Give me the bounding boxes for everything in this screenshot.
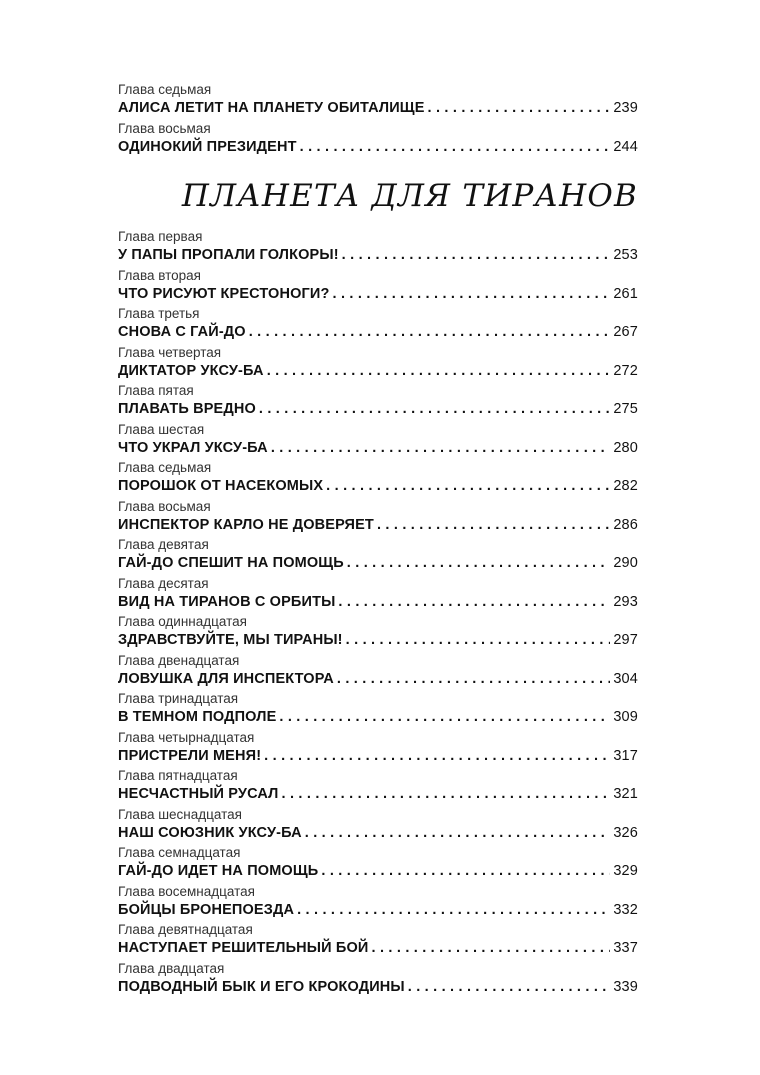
toc-row [118, 554, 638, 574]
chapter-number: Глава первая [118, 229, 203, 244]
chapter-title: СНОВА С ГАЙ-ДО [118, 324, 246, 340]
chapter-number: Глава восьмая [118, 120, 211, 136]
chapter-number: Глава тринадцатая [118, 691, 239, 706]
page-number: 244 [613, 138, 638, 155]
page-number: 280 [613, 439, 638, 456]
dot-leader [281, 785, 610, 805]
chapter-title: ДИКТАТОР УКСУ-БА [118, 362, 264, 379]
toc-row [118, 138, 638, 158]
toc-entry [118, 766, 638, 805]
chapter-title: НЕСЧАСТНЫЙ РУСАЛ [118, 786, 279, 802]
toc-row [118, 785, 638, 805]
chapter-title: АЛИСА ЛЕТИТ НА ПЛАНЕТУ ОБИТАЛИЩЕ [118, 100, 425, 116]
toc-row [118, 747, 638, 767]
dot-leader [305, 824, 611, 844]
page-number: 304 [613, 670, 638, 687]
chapter-title: ПОДВОДНЫЙ БЫК И ЕГО КРОКОДИНЫ [118, 978, 405, 995]
toc-row [118, 516, 638, 536]
toc-row [118, 862, 638, 882]
toc-row [118, 708, 638, 728]
toc-entry [118, 80, 638, 119]
toc-entry [118, 805, 638, 844]
toc-entry [118, 882, 638, 921]
chapter-number: Глава вторая [118, 267, 201, 283]
toc-row [118, 477, 638, 497]
chapter-title: ВИД НА ТИРАНОВ С ОРБИТЫ [118, 593, 336, 610]
dot-leader [321, 862, 610, 882]
toc-entry [118, 227, 638, 266]
dot-leader [342, 246, 611, 266]
chapter-title: У ПАПЫ ПРОПАЛИ ГОЛКОРЫ! [118, 247, 339, 263]
dot-leader [377, 516, 610, 536]
toc-entry [118, 612, 638, 651]
chapter-number: Глава седьмая [118, 460, 212, 475]
toc-entry [118, 119, 638, 158]
toc-row [118, 670, 638, 690]
chapter-number: Глава третья [118, 306, 200, 321]
chapter-number: Глава шестая [118, 421, 205, 437]
toc-entry [118, 420, 638, 459]
dot-leader [249, 323, 611, 343]
toc-section-continued [118, 80, 638, 157]
toc-row [118, 439, 638, 459]
page-number: 275 [613, 401, 638, 417]
page-number: 253 [613, 247, 638, 263]
chapter-number: Глава седьмая [118, 82, 212, 97]
toc-row [118, 939, 638, 959]
page-number: 297 [613, 632, 638, 648]
chapter-title: ПОРОШОК ОТ НАСЕКОМЫХ [118, 478, 324, 494]
toc-entry [118, 266, 638, 305]
chapter-number: Глава одиннадцатая [118, 614, 247, 629]
chapter-title: ГАЙ-ДО ИДЕТ НА ПОМОЩЬ [118, 863, 319, 879]
chapter-title: ЧТО УКРАЛ УКСУ-БА [118, 439, 268, 456]
page-number: 329 [613, 863, 638, 879]
chapter-number: Глава пятая [118, 383, 194, 398]
dot-leader [347, 554, 611, 574]
chapter-number: Глава девятая [118, 537, 209, 552]
dot-leader [259, 400, 610, 420]
toc-entry [118, 728, 638, 767]
dot-leader [333, 285, 611, 305]
part-heading: ПЛАНЕТА ДЛЯ ТИРАНОВ [181, 178, 638, 214]
chapter-number: Глава пятнадцатая [118, 768, 238, 783]
dot-leader [337, 670, 610, 690]
dot-leader [338, 593, 610, 613]
dot-leader [371, 939, 610, 959]
page-number: 261 [613, 285, 638, 302]
chapter-title: НАШ СОЮЗНИК УКСУ-БА [118, 824, 302, 841]
chapter-number: Глава девятнадцатая [118, 922, 253, 937]
chapter-title: ИНСПЕКТОР КАРЛО НЕ ДОВЕРЯЕТ [118, 516, 374, 533]
chapter-title: ОДИНОКИЙ ПРЕЗИДЕНТ [118, 138, 297, 155]
page-number: 326 [613, 824, 638, 841]
toc-entry [118, 343, 638, 382]
toc-entry [118, 458, 638, 497]
page-number: 332 [613, 901, 638, 918]
toc-row [118, 323, 638, 343]
chapter-title: ЗДРАВСТВУЙТЕ, МЫ ТИРАНЫ! [118, 632, 343, 648]
chapter-number: Глава двенадцатая [118, 652, 240, 668]
page-number: 317 [613, 747, 638, 764]
chapter-number: Глава десятая [118, 575, 209, 591]
toc-row [118, 978, 638, 998]
dot-leader [297, 901, 610, 921]
page-number: 339 [613, 978, 638, 995]
table-of-contents [118, 80, 638, 997]
toc-row [118, 824, 638, 844]
toc-entry [118, 497, 638, 536]
page-number: 286 [613, 516, 638, 533]
dot-leader [346, 631, 611, 651]
toc-row [118, 285, 638, 305]
dot-leader [271, 439, 611, 459]
dot-leader [267, 362, 611, 382]
chapter-title: ПЛАВАТЬ ВРЕДНО [118, 401, 256, 417]
toc-row [118, 246, 638, 266]
chapter-title: ЛОВУШКА ДЛЯ ИНСПЕКТОРА [118, 670, 334, 687]
toc-entry [118, 381, 638, 420]
toc-entry [118, 689, 638, 728]
dot-leader [264, 747, 610, 767]
chapter-title: В ТЕМНОМ ПОДПОЛЕ [118, 709, 277, 725]
toc-section-planet-for-tyrants [118, 227, 638, 997]
toc-entry [118, 574, 638, 613]
dot-leader [428, 99, 611, 119]
page-number: 282 [613, 478, 638, 494]
toc-entry [118, 959, 638, 998]
page-number: 293 [613, 593, 638, 610]
toc-row [118, 593, 638, 613]
toc-row [118, 99, 638, 119]
page-number: 309 [613, 709, 638, 725]
chapter-number: Глава четвертая [118, 344, 222, 360]
chapter-number: Глава семнадцатая [118, 845, 241, 860]
toc-row [118, 901, 638, 921]
page-number: 272 [613, 362, 638, 379]
chapter-title: ПРИСТРЕЛИ МЕНЯ! [118, 747, 262, 764]
toc-row [118, 362, 638, 382]
toc-entry [118, 843, 638, 882]
dot-leader [279, 708, 610, 728]
page-number: 267 [613, 324, 638, 340]
chapter-title: БОЙЦЫ БРОНЕПОЕЗДА [118, 901, 295, 918]
page-number: 290 [613, 555, 638, 571]
chapter-number: Глава четырнадцатая [118, 729, 255, 745]
chapter-title: ГАЙ-ДО СПЕШИТ НА ПОМОЩЬ [118, 555, 344, 571]
toc-row [118, 631, 638, 651]
chapter-title: НАСТУПАЕТ РЕШИТЕЛЬНЫЙ БОЙ [118, 940, 369, 956]
chapter-number: Глава восьмая [118, 498, 211, 514]
toc-entry [118, 304, 638, 343]
toc-entry [118, 651, 638, 690]
dot-leader [326, 477, 610, 497]
chapter-number: Глава восемнадцатая [118, 883, 255, 899]
toc-entry [118, 535, 638, 574]
page-number: 239 [613, 100, 638, 116]
chapter-number: Глава шеснадцатая [118, 806, 242, 822]
dot-leader [300, 138, 611, 158]
dot-leader [408, 978, 611, 998]
toc-entry [118, 920, 638, 959]
page-number: 321 [613, 786, 638, 802]
toc-row [118, 400, 638, 420]
page-number: 337 [613, 940, 638, 956]
chapter-number: Глава двадцатая [118, 960, 225, 976]
chapter-title: ЧТО РИСУЮТ КРЕСТОНОГИ? [118, 285, 330, 302]
